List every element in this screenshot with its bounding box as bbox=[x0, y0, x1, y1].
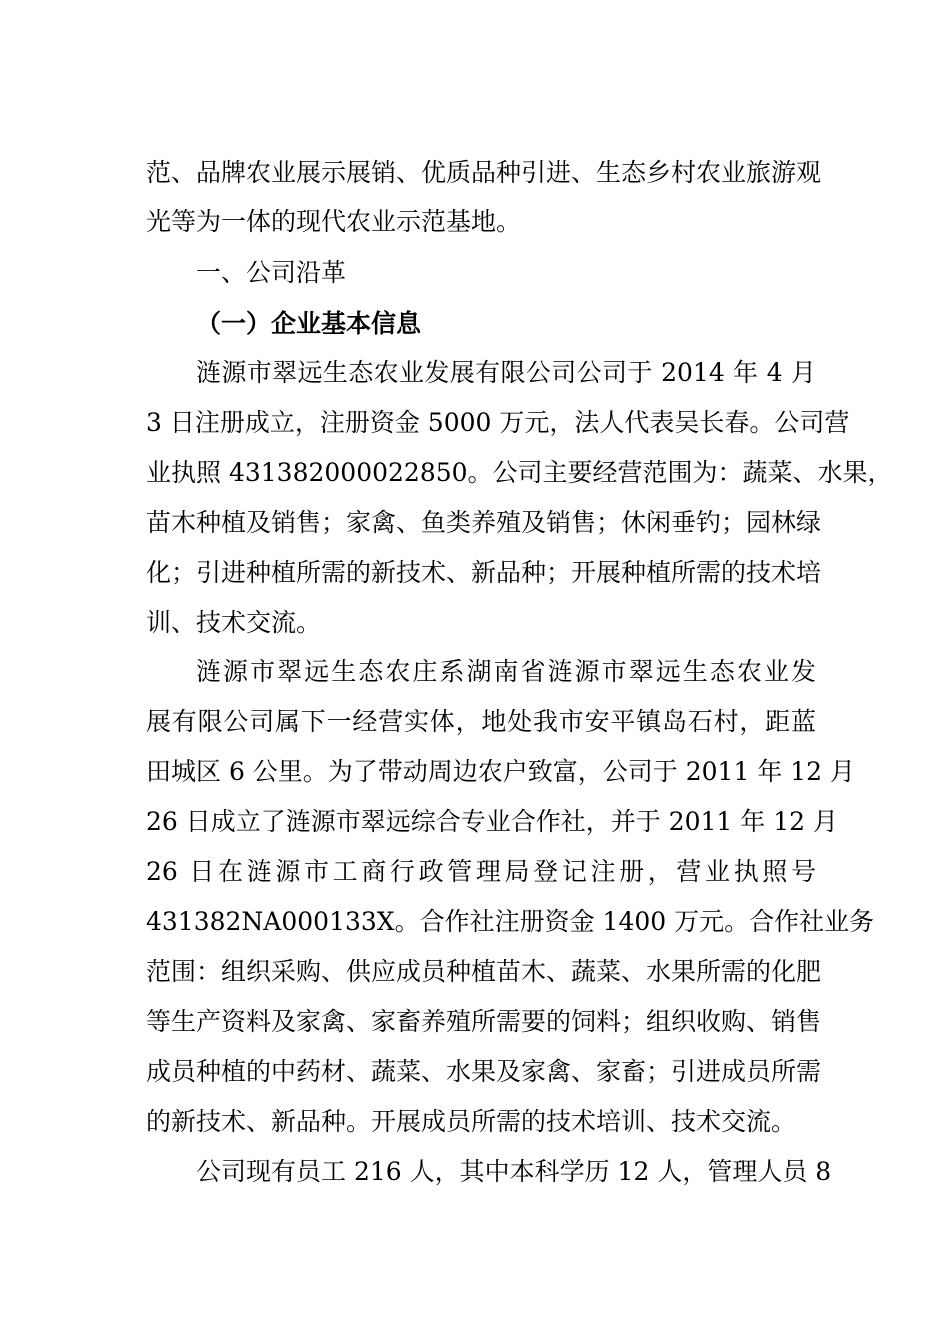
paragraph-line: 涟源市翠远生态农庄系湖南省涟源市翠远生态农业发 bbox=[196, 657, 816, 686]
paragraph-line: 田城区 6 公里。为了带动周边农户致富，公司于 2011 年 12 月 bbox=[146, 757, 856, 786]
paragraph-line: 26 日成立了涟源市翠远综合专业合作社，并于 2011 年 12 月 bbox=[146, 807, 838, 836]
paragraph-line: 展有限公司属下一经营实体，地处我市安平镇岛石村，距蓝 bbox=[146, 707, 816, 736]
paragraph-line: 26 日在涟源市工商行政管理局登记注册，营业执照号 bbox=[146, 857, 816, 886]
paragraph-line: 公司现有员工 216 人，其中本科学历 12 人，管理人员 8 bbox=[196, 1157, 832, 1186]
paragraph-line: 范围：组织采购、供应成员种植苗木、蔬菜、水果所需的化肥 bbox=[146, 957, 822, 986]
paragraph-line: 成员种植的中药材、蔬菜、水果及家禽、家畜；引进成员所需 bbox=[146, 1057, 822, 1086]
paragraph-line: 范、品牌农业展示展销、优质品种引进、生态乡村农业旅游观 bbox=[146, 158, 822, 187]
paragraph-line: 化；引进种植所需的新技术、新品种；开展种植所需的技术培 bbox=[146, 558, 822, 587]
paragraph-line: 涟源市翠远生态农业发展有限公司公司于 2014 年 4 月 bbox=[196, 358, 816, 387]
paragraph-line: 训、技术交流。 bbox=[146, 608, 322, 637]
paragraph-line: 3 日注册成立，注册资金 5000 万元，法人代表吴长春。公司营 bbox=[146, 408, 850, 437]
section-heading: 一、公司沿革 bbox=[196, 258, 347, 287]
paragraph-line: 等生产资料及家禽、家畜养殖所需要的饲料；组织收购、销售 bbox=[146, 1007, 822, 1036]
paragraph-line: 的新技术、新品种。开展成员所需的技术培训、技术交流。 bbox=[146, 1107, 797, 1136]
paragraph-line: 光等为一体的现代农业示范基地。 bbox=[146, 207, 522, 236]
subsection-heading: （一）企业基本信息 bbox=[196, 309, 422, 338]
paragraph-line: 业执照 431382000022850。公司主要经营范围为：蔬菜、水果， bbox=[146, 458, 893, 487]
paragraph-line: 苗木种植及销售；家禽、鱼类养殖及销售；休闲垂钓；园林绿 bbox=[146, 508, 822, 537]
paragraph-line: 431382NA000133X。合作社注册资金 1400 万元。合作社业务 bbox=[146, 907, 875, 936]
